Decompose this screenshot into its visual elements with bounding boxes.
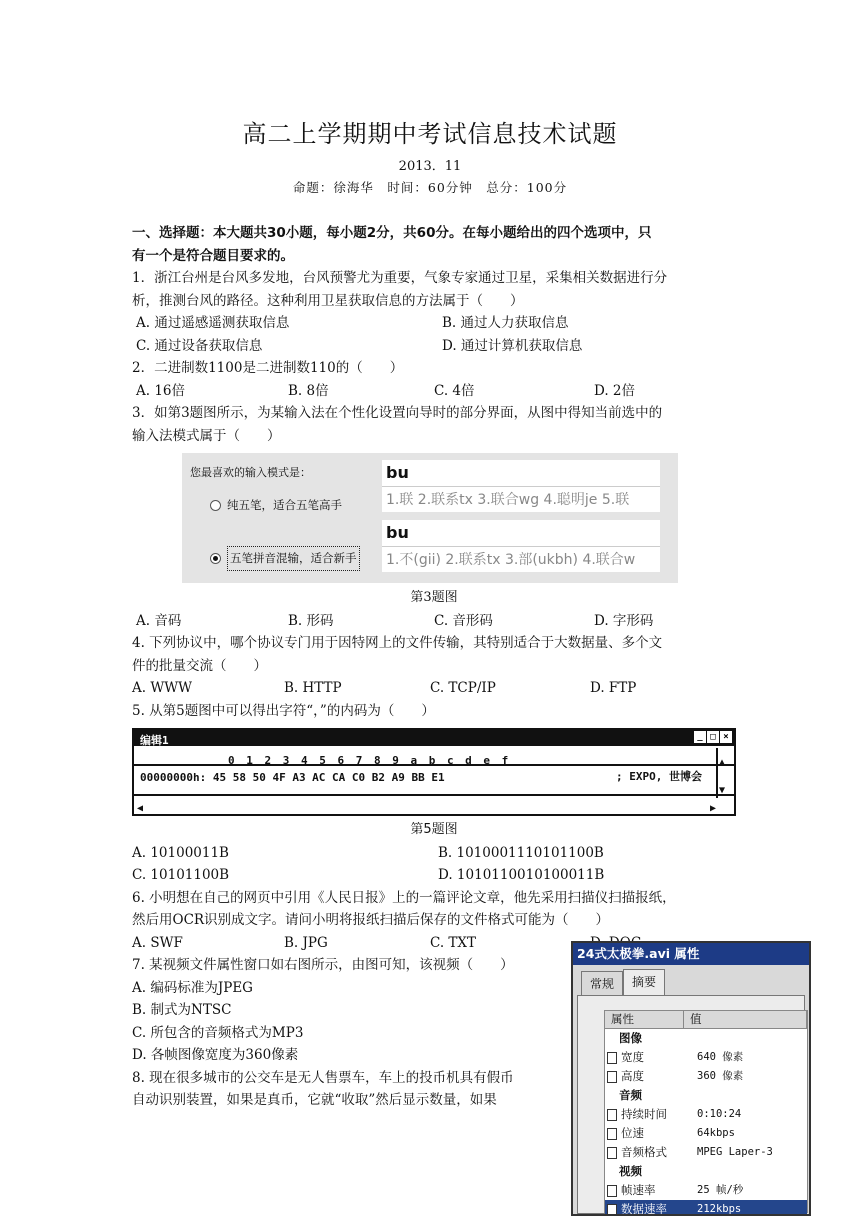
q5-stem: 5. 从第5题图中可以得出字符“，”的内码为（ ）	[132, 702, 435, 719]
q6-option-b: B. JPG	[284, 934, 328, 951]
q5-option-a: A. 10100011B	[132, 844, 229, 861]
q4-option-b: B. HTTP	[284, 680, 342, 696]
q3-ime-candidates-1: 1.联 2.联系tx 3.联合wg 4.聪明je 5.联	[386, 492, 630, 508]
q3-ime-box-2	[382, 520, 660, 572]
q1-option-a: A. 通过遥感遥测获取信息	[136, 315, 290, 331]
q7-option-a: A. 编码标准为JPEG	[132, 979, 253, 996]
q3-option-c: C. 音形码	[434, 612, 493, 629]
q3-option-a: A. 音码	[136, 612, 182, 629]
q7-properties-title: 24式太极拳.avi 属性	[573, 943, 809, 965]
document-icon	[607, 1052, 617, 1064]
property-value: 212kbps	[697, 1203, 742, 1215]
q1-option-c: C. 通过设备获取信息	[136, 337, 263, 354]
q3-caption: 第3题图	[410, 590, 458, 605]
property-value: 25 帧/秒	[697, 1184, 744, 1196]
property-value: 360 像素	[697, 1070, 744, 1082]
q2-option-b: B. 8倍	[288, 382, 329, 399]
scroll-right-icon[interactable]: ▶	[709, 803, 716, 814]
scroll-down-icon[interactable]: ▼	[719, 785, 726, 796]
q5-ascii-column: ; EXPO, 世博会	[616, 770, 702, 783]
q2-options	[132, 380, 736, 403]
q1-options	[132, 312, 736, 357]
q3-ime-input-1: bu	[382, 460, 660, 487]
property-row-duration[interactable]	[605, 1105, 807, 1124]
property-row-height[interactable]	[605, 1067, 807, 1086]
q3-radio-row-1	[210, 494, 342, 517]
q7-properties-window	[571, 941, 811, 1216]
q6-option-c: C. TXT	[430, 934, 477, 951]
radio-unselected-icon	[210, 500, 221, 511]
property-value: 640 像素	[697, 1051, 744, 1063]
minimize-icon[interactable]: _	[694, 731, 706, 743]
section-heading-cont: 有一个是符合题目要求的。	[132, 247, 294, 264]
vertical-scrollbar[interactable]	[716, 748, 732, 798]
property-name: 位速	[621, 1126, 644, 1140]
q3-stem-cont: 输入法模式属于（ ）	[132, 427, 281, 444]
property-name: 持续时间	[621, 1107, 667, 1121]
property-value: 0:10:24	[697, 1108, 742, 1120]
document-icon	[607, 1185, 617, 1197]
column-header-property[interactable]: 属性	[605, 1011, 684, 1028]
exam-title: 高二上学期期中考试信息技术试题	[242, 120, 618, 148]
property-name: 音频格式	[621, 1145, 667, 1159]
q1-stem-cont: 析，推测台风的路径。这种利用卫星获取信息的方法属于（ ）	[132, 292, 524, 309]
q4-stem: 4. 下列协议中，哪个协议专门用于因特网上的文件传输，其特别适合于大数据量、多个文	[132, 635, 663, 651]
q2-stem: 2．二进制数1100是二进制数110的（ ）	[132, 360, 404, 376]
property-row-frame-rate[interactable]	[605, 1181, 807, 1200]
q3-options	[132, 610, 736, 633]
q8-stem-cont: 自动识别装置，如果是真币，它就“收取”然后显示数量，如果	[132, 1092, 497, 1108]
q3-radio-row-2	[210, 546, 360, 571]
q3-option-b: B. 形码	[288, 612, 334, 629]
property-row-width[interactable]	[605, 1048, 807, 1067]
maximize-icon[interactable]: □	[707, 731, 719, 743]
group-video: 视频	[619, 1164, 642, 1178]
q3-figure	[182, 453, 678, 583]
q5-hex-header: 0 1 2 3 4 5 6 7 8 9 a b c d e f	[228, 754, 509, 767]
q3-stem: 3．如第3题图所示，为某输入法在个性化设置向导时的部分界面，从图中得知当前选中的	[132, 405, 663, 421]
column-header-value[interactable]: 值	[684, 1011, 807, 1028]
q2-option-a: A. 16倍	[136, 382, 186, 399]
close-icon[interactable]: ×	[720, 731, 732, 743]
q5-option-c: C. 10101100B	[132, 867, 230, 883]
document-icon	[607, 1109, 617, 1121]
group-image: 图像	[619, 1031, 642, 1045]
scroll-up-icon[interactable]: ▲	[719, 757, 726, 768]
q4-stem-cont: 件的批量交流（ ）	[132, 657, 267, 674]
q7-tabs	[581, 971, 665, 997]
property-name: 高度	[621, 1069, 644, 1083]
q5-option-d: D. 1010110010100011B	[438, 867, 605, 883]
property-name: 数据速率	[621, 1202, 667, 1216]
exam-date: 2013．11	[398, 159, 462, 174]
property-row-audio-format[interactable]	[605, 1143, 807, 1162]
scroll-left-icon[interactable]: ◀	[137, 803, 144, 814]
q6-stem: 6. 小明想在自己的网页中引用《人民日报》上的一篇评论文章，他先采用扫描仪扫描报纸，	[132, 889, 676, 906]
q2-option-d: D. 2倍	[594, 382, 636, 399]
q1-option-b: B. 通过人力获取信息	[442, 315, 569, 331]
q3-ime-candidates-2: 1.不(gii) 2.联系tx 3.部(ukbh) 4.联合w	[386, 552, 636, 568]
q5-options	[132, 842, 736, 887]
q4-option-c: C. TCP/IP	[430, 680, 496, 696]
horizontal-scrollbar[interactable]	[134, 794, 734, 814]
q3-ime-box-1	[382, 460, 660, 512]
q6-option-a: A. SWF	[132, 934, 183, 951]
q7-list-header	[605, 1011, 807, 1029]
tab-summary[interactable]: 摘要	[623, 969, 665, 995]
q3-radio-label-1: 纯五笔，适合五笔高手	[227, 498, 342, 512]
q3-option-d: D. 字形码	[594, 612, 654, 629]
q5-hex-row: 00000000h: 45 58 50 4F A3 AC CA C0 B2 A9 BB E1	[140, 771, 445, 784]
q7-option-d: D. 各帧图像宽度为360像素	[132, 1047, 299, 1063]
property-row-bitrate[interactable]	[605, 1124, 807, 1143]
document-icon	[607, 1147, 617, 1159]
radio-selected-icon	[210, 553, 221, 564]
q6-stem-cont: 然后用OCR识别成文字。请问小明将报纸扫描后保存的文件格式可能为（ ）	[132, 912, 610, 928]
exam-meta: 命题：徐海华 时间：60分钟 总分：100分	[292, 180, 568, 195]
q8-stem: 8. 现在很多城市的公交车是无人售票车，车上的投币机具有假币	[132, 1069, 514, 1086]
property-value: MPEG Laper-3	[697, 1146, 773, 1158]
q5-figure	[132, 728, 736, 816]
q5-window-title: 编辑1	[140, 734, 169, 747]
property-value: 64kbps	[697, 1127, 735, 1139]
q3-radio-label-2: 五笔拼音混输，适合新手	[227, 546, 360, 571]
group-audio: 音频	[619, 1088, 642, 1102]
q7-stem: 7. 某视频文件属性窗口如右图所示，由图可知，该视频（ ）	[132, 957, 514, 973]
q3-figure-question: 您最喜欢的输入模式是：	[190, 466, 311, 479]
q1-option-d: D. 通过计算机获取信息	[442, 337, 583, 354]
q4-options	[132, 677, 736, 700]
q1-stem: 1．浙江台州是台风多发地，台风预警尤为重要，气象专家通过卫星，采集相关数据进行分	[132, 270, 668, 286]
property-name: 帧速率	[621, 1183, 656, 1197]
q5-caption: 第5题图	[410, 822, 458, 837]
q5-window-titlebar	[134, 730, 734, 746]
q7-option-c: C. 所包含的音频格式为MP3	[132, 1024, 304, 1041]
document-icon	[607, 1128, 617, 1140]
q7-summary-panel	[577, 995, 805, 1214]
document-icon	[607, 1204, 617, 1216]
document-icon	[607, 1071, 617, 1083]
q2-option-c: C. 4倍	[434, 382, 475, 399]
property-row-data-rate[interactable]	[605, 1200, 807, 1216]
q5-option-b: B. 1010001110101100B	[438, 844, 604, 861]
property-name: 宽度	[621, 1050, 644, 1064]
q5-window-buttons	[694, 731, 732, 743]
q3-ime-input-2: bu	[382, 520, 660, 547]
q7-property-list	[604, 1010, 808, 1216]
q4-option-d: D. FTP	[590, 680, 637, 696]
tab-general[interactable]: 常规	[581, 971, 623, 997]
q4-option-a: A. WWW	[132, 680, 192, 696]
section-heading: 一、选择题：本大题共30小题，每小题2分，共60分。在每小题给出的四个选项中，只	[132, 225, 652, 241]
q7-option-b: B. 制式为NTSC	[132, 1002, 232, 1018]
